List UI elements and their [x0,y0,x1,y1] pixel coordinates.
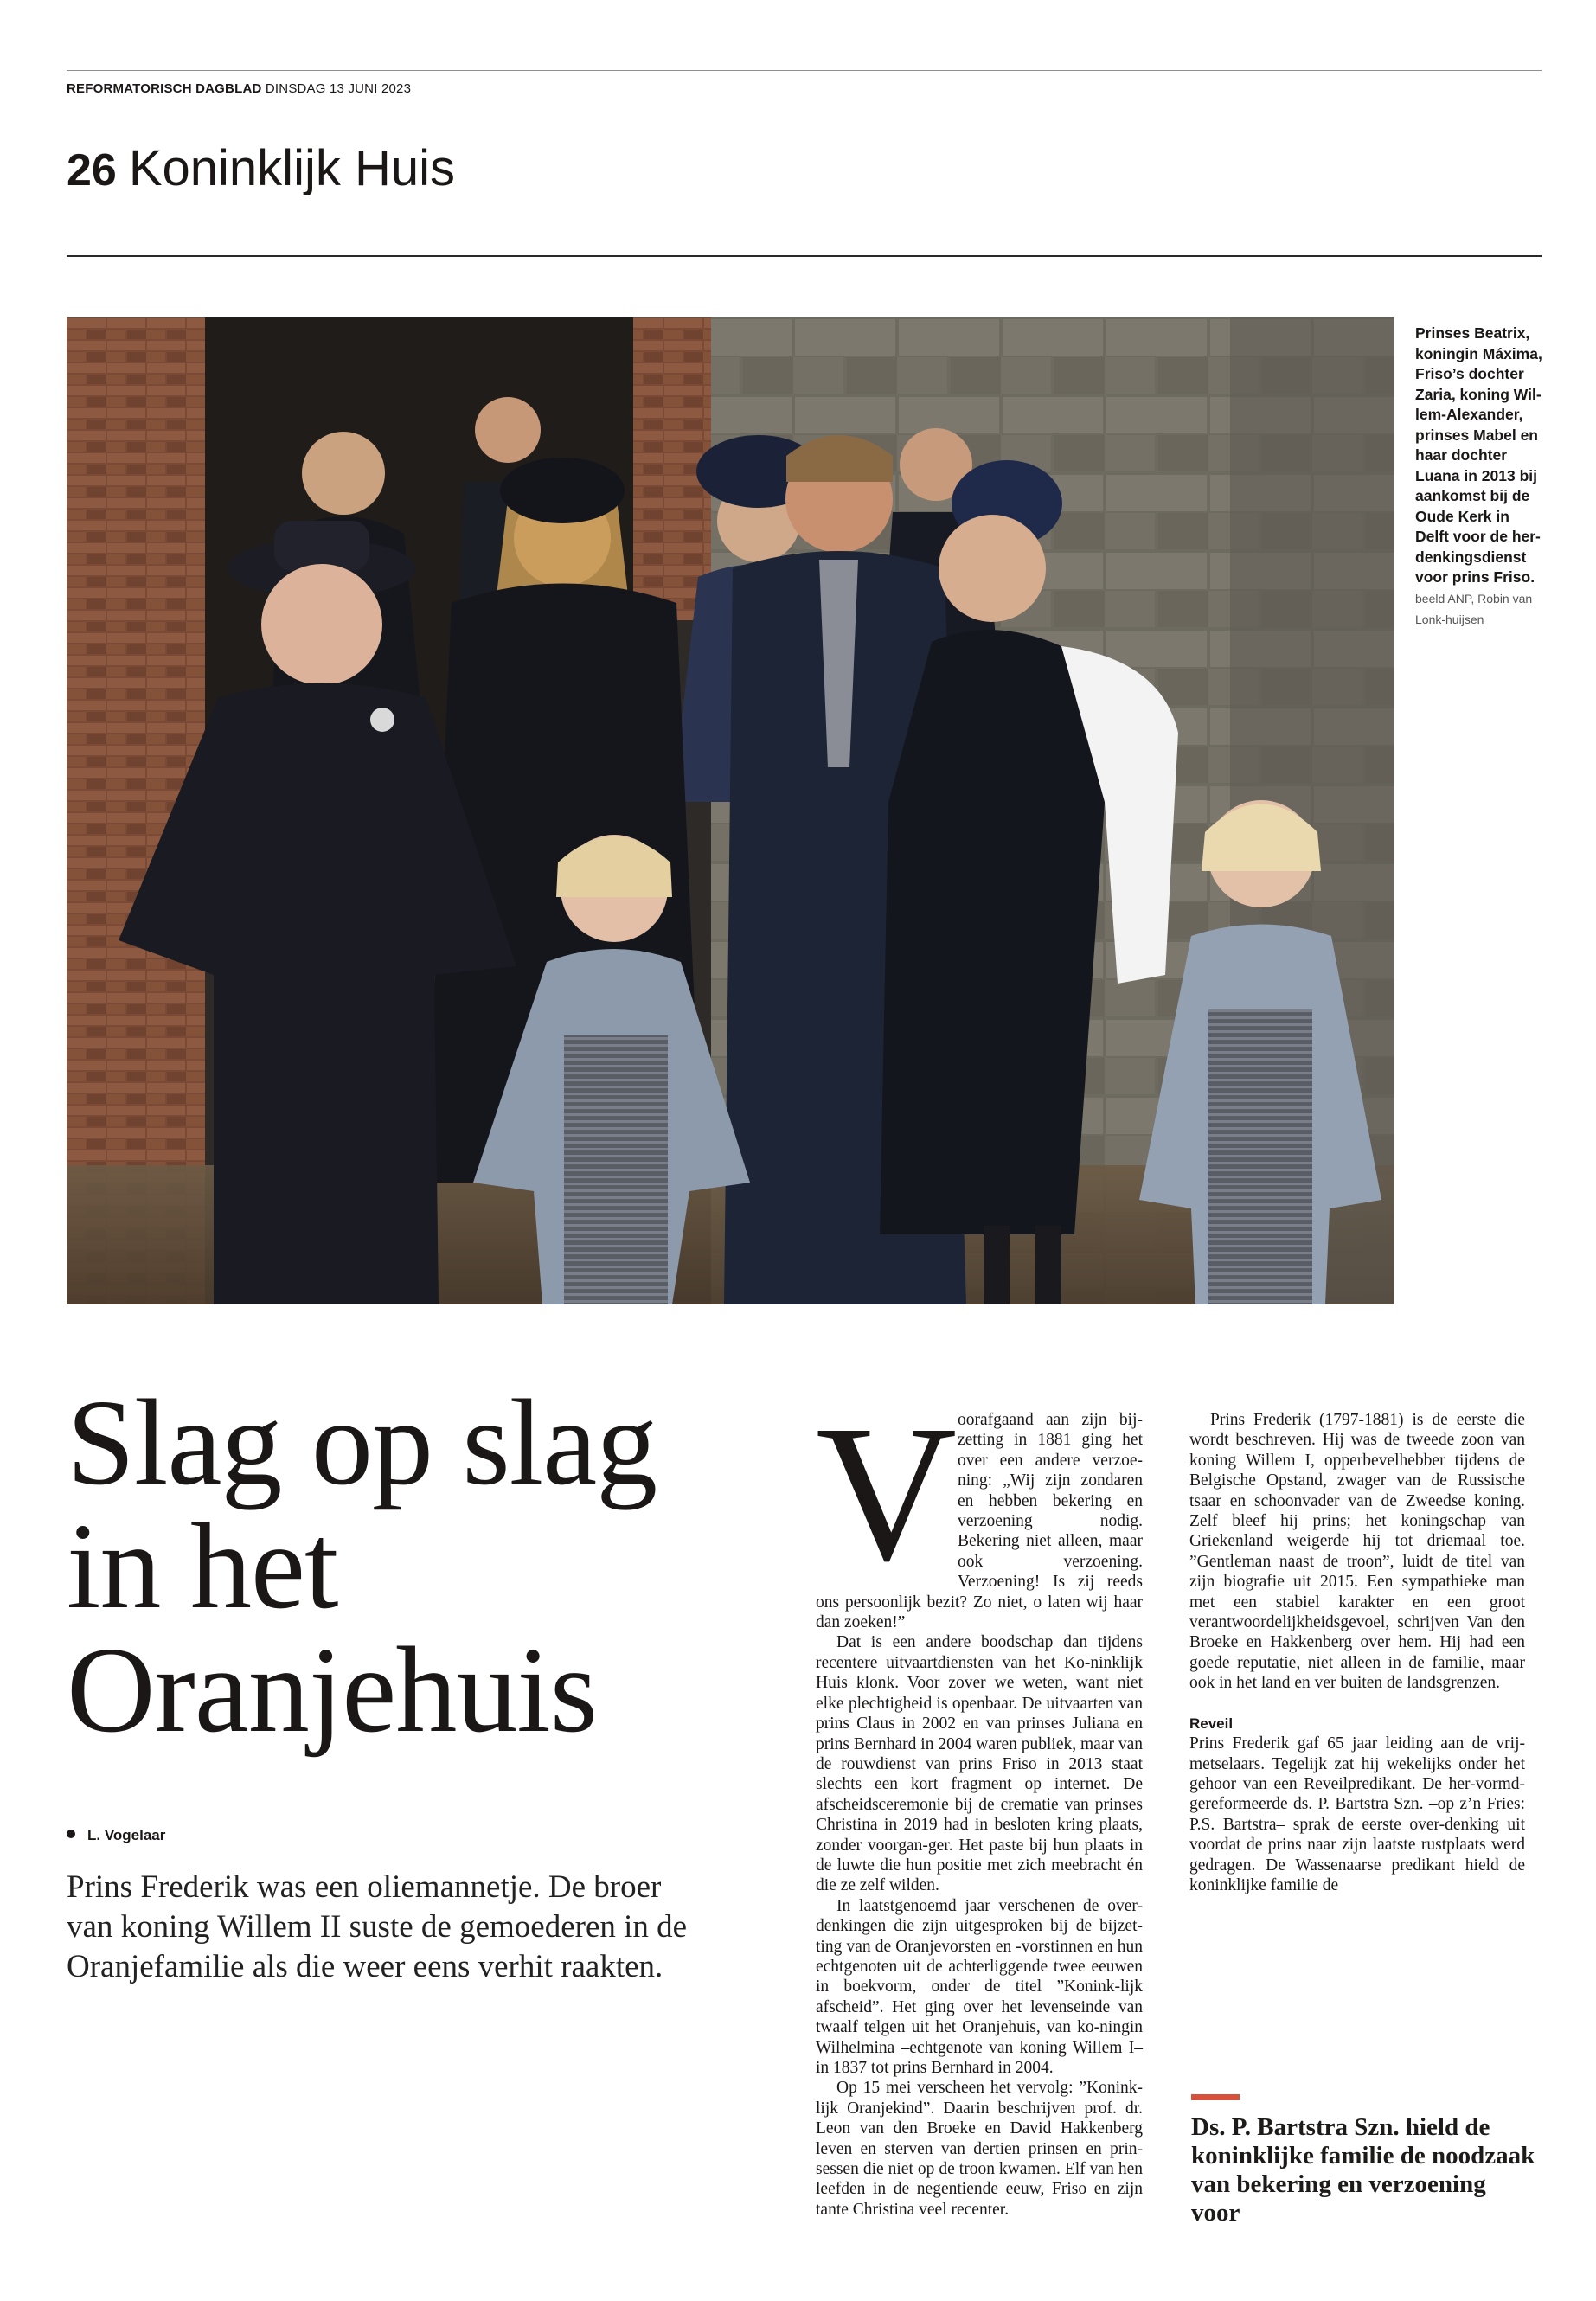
paragraph: Dat is een andere boodschap dan tijdens recentere uitvaartdiensten van het Ko-ninklijk Huis klonk. Voor zover we weten, want niet elke plechtigheid is openbaar. De uitvaarten van prins Claus in 2002 en van prinses Juliana en prins Bernhard in 2004 waren publiek, maar van de rouwdienst van prins Friso in 2013 staat slechts een kort fragment op internet. De afscheidsceremonie bij de crematie van prinses Christina in 2019 had in besloten kring plaats, zonder voorgan-ger. Het paste bij hun plaats in de luwte die hun positie met zich meebracht én die ze zelf wilden. [816,1633,1143,1895]
paragraph: Op 15 mei verscheen het vervolg: ”Konink-lijk Oranjekind”. Daarin beschrijven prof. dr. Leon van den Broeke en David Hakkenberg leven en sterven van dertien prinsen en prin-sessen die niet op de troon kwamen. Elf van hen leefden in de negentiende eeuw, Friso en zijn tante Christina veel recenter. [816,2079,1143,2219]
paragraph: Prins Frederik (1797-1881) is de eerste die wordt beschreven. Hij was de tweede zoon van koning Willem I, opperbevelhebber tijdens de Belgische Opstand, zwager van de Russische tsaar en schoonvader van de Zweedse koning. Zelf bleef hij prins; het koningschap van Griekenland weigerde hij tot driemaal toe. ”Gentleman naast de troon”, luidt de titel van zijn biografie uit 2015. Een sympathieke man met een stabiel karakter en een groot verantwoordelijkheidsgevoel, schrijven Van den Broeke en Hakkenberg over hem. Hij had een goede reputatie, niet alleen in de familie, maar ook in het land en ver buiten de landsgrenzen. [1189,1411,1525,1693]
publication-name: REFORMATORISCH DAGBLAD [67,81,262,96]
drop-cap: V [816,1385,958,1601]
top-rule [67,70,1542,71]
article-headline: Slag op slag in het Oranjehuis [67,1374,657,1758]
article-column-2 [1189,1410,1525,1895]
photo-illustration [67,317,1394,1304]
photo-credit: beeld ANP, Robin van Lonk-huijsen [1415,591,1533,626]
issue-date: DINSDAG 13 JUNI 2023 [265,81,412,96]
caption-text: Prinses Beatrix, koningin Máxima, Friso’s dochter Zaria, koning Wil-lem-Alexander, prinses Mabel en haar dochter Luana in 2013 bij aankomst bij de Oude Kerk in Delft voor de her-denkingsdienst voor prins Friso. [1415,324,1542,586]
byline [67,1827,165,1844]
paragraph: In laatstgenoemd jaar verschenen de over-denkingen die zijn uitgesproken bij de bijzet-ting van de Oranjevorsten en -vorstinnen en hun echtgenoten uit de achterliggende twee eeuwen in boekvorm, onder de titel ”Konink-lijk afscheid”. Het ging over het levenseinde van twaalf telgen uit het Oranjehuis, van ko-ningin Wilhelmina –echtgenote van koning Willem I– in 1837 tot prins Bernhard in 2004. [816,1896,1143,2077]
author-name: L. Vogelaar [87,1827,166,1843]
section-header [67,140,455,196]
photo-caption [1415,324,1545,631]
paragraph: Prins Frederik gaf 65 jaar leiding aan de vrij-metselaars. Tegelijk zat hij wekelijks onder het gehoor van een Reveilpredikant. De her-vormd-gereformeerde ds. P. Bartstra Szn. –op z’n Fries: P.S. Bartstra– sprak de eerste over-denking uit voordat de prins naar zijn laatste rustplaats werd gedragen. De Wassenaarse predikant hield de koninklijke familie de [1189,1734,1525,1894]
pull-quote-accent [1191,2094,1240,2100]
page-number: 26 [67,145,117,195]
masthead [67,81,411,96]
bullet-icon [67,1830,75,1838]
paragraph: oorafgaand aan zijn bij-zetting in 1881 ging het over een andere verzoe-ning: „Wij zijn zondaren en hebben bekering en verzoening nodig. Bekering niet alleen, maar ook verzoening. Verzoening! Is zij reeds ons persoonlijk bezit? Zo niet, o laten wij haar dan zoeken!” [816,1411,1143,1632]
section-title: Koninklijk Huis [128,140,455,196]
subheading: Reveil [1189,1715,1234,1732]
article-column-1 [816,1385,1143,2220]
article-photo [67,317,1394,1304]
pull-quote: Ds. P. Bartstra Szn. hield de koninklijke familie de noodzaak van bekering en verzoening voor [1191,2113,1535,2227]
section-rule [67,255,1542,257]
spacer [1189,1694,1525,1714]
article-intro: Prins Frederik was een oliemannetje. De broer van koning Willem II suste de gemoederen in de Oranjefamilie als die weer eens verhit raakten. [67,1869,688,1984]
